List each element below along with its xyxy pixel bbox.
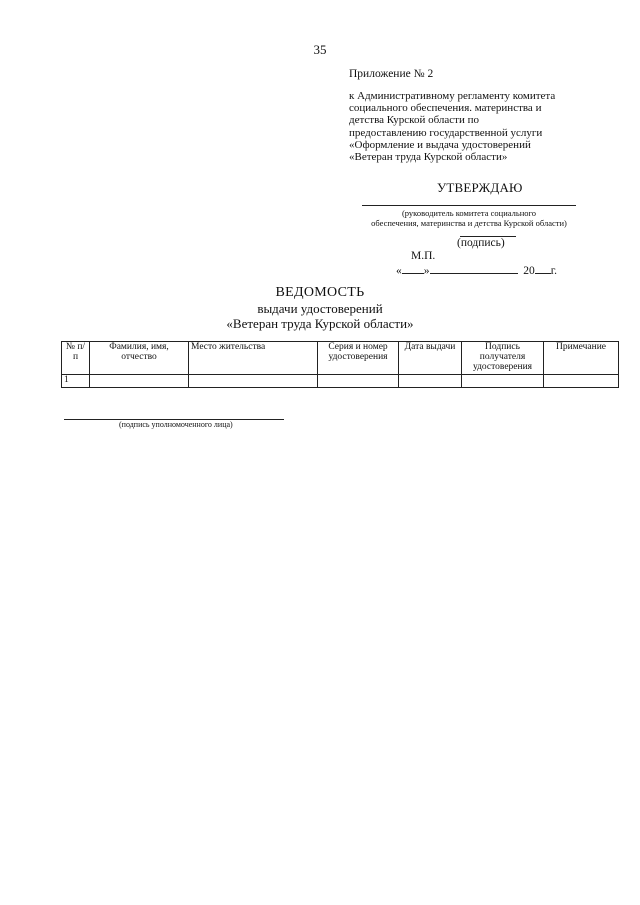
regulation-line: «Ветеран труда Курской области» [349,151,508,164]
year-blank [535,262,551,274]
head-caption-line: (руководитель комитета социального [401,208,537,218]
page-number: 35 [313,42,327,57]
col-header-issue-date: Дата выдачи [399,342,462,375]
document-title: ВЕДОМОСТЬ [275,285,365,300]
document-subtitle-2: «Ветеран труда Курской области» [226,316,414,331]
regulation-line: предоставлению государственной услуги [349,126,543,139]
table-cell [318,375,399,388]
signature-caption: (подпись) [457,237,505,249]
col-header-recipient-signature: Подпись получателя удостоверения [462,342,544,375]
date-year-prefix: 20 [523,265,535,277]
table-row [62,375,619,388]
col-header-note: Примечание [544,342,619,375]
head-caption [340,208,598,228]
table-cell: 1 [62,375,90,388]
table-cell [90,375,189,388]
table-cell [462,375,544,388]
date-line [396,262,557,277]
seal-placeholder: М.П. [411,250,436,262]
table-cell [189,375,318,388]
day-blank [402,262,424,274]
date-year-suffix: г. [550,265,558,277]
regulation-reference [349,90,599,163]
col-header-full-name: Фамилия, имя, отчество [90,342,189,375]
head-signature-line [362,205,576,206]
appendix-title: Приложение № 2 [349,68,434,80]
regulation-line: «Оформление и выдача удостоверений [349,138,531,151]
table-header-row [62,342,619,375]
month-blank [430,262,518,274]
regulation-line: к Административному регламенту комитета [349,90,556,102]
col-header-number: № п/п [62,342,90,375]
date-open-quote: « [396,265,402,277]
approval-label: УТВЕРЖДАЮ [437,180,523,195]
col-header-residence: Место жительства [189,342,318,375]
col-header-certificate-number: Серия и номер удостоверения [318,342,399,375]
head-caption-line: обеспечения, материнства и детства Курской области) [371,218,567,228]
regulation-line: социального обеспечения. материнства и [349,102,542,115]
table-cell [544,375,619,388]
register-table [61,341,619,388]
date-close-quote: » [423,265,430,277]
regulation-line: детства Курской области по [349,114,480,127]
authorized-signature-caption: (подпись уполномоченного лица) [119,420,233,429]
document-subtitle: выдачи удостоверений [257,301,383,316]
table-cell [399,375,462,388]
